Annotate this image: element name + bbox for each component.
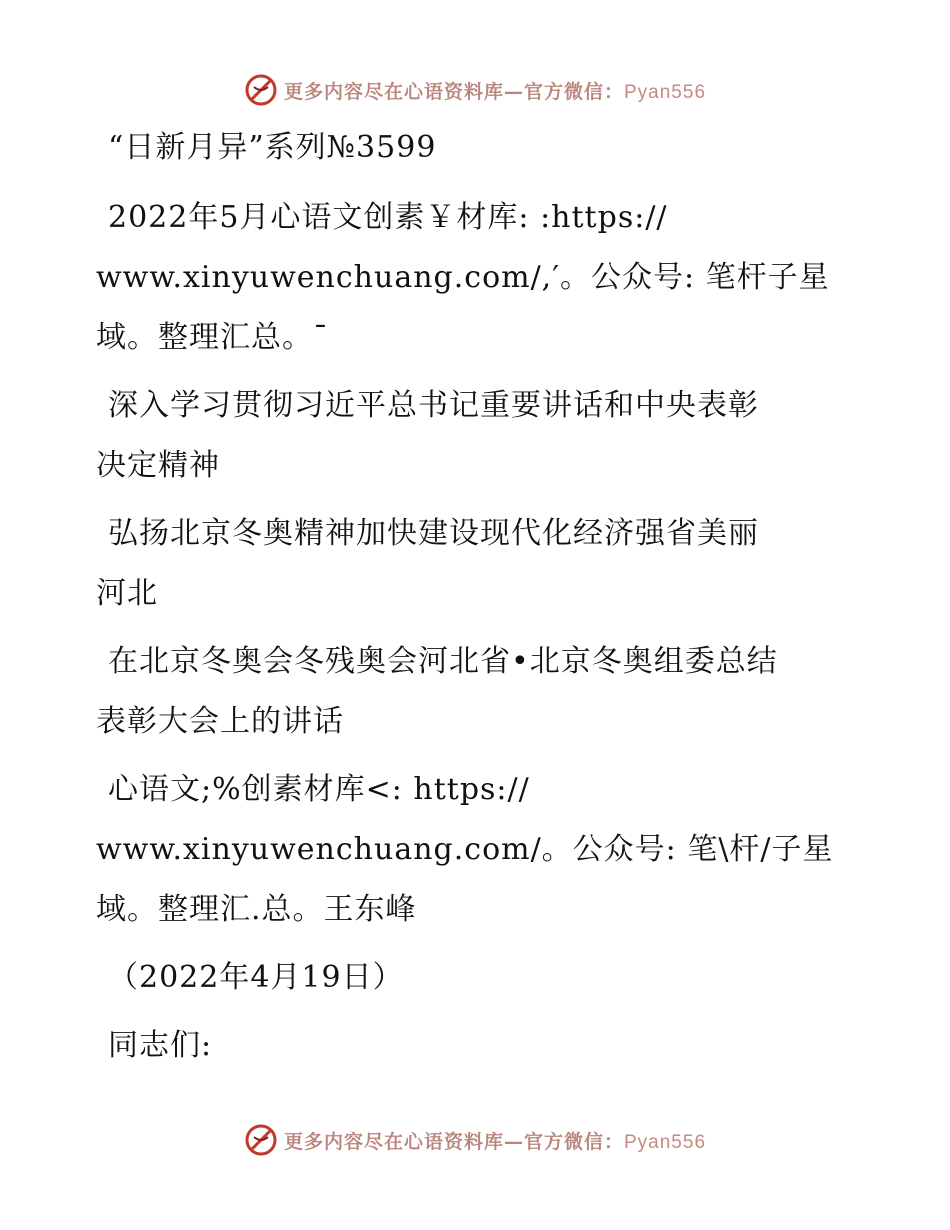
source-notice-1-line-3: 域。整理汇总。¯: [96, 320, 329, 355]
title-line-1-b: 决定精神: [96, 448, 220, 483]
header-text: 更多内容尽在心语资料库—官方微信：Pyan556: [283, 80, 707, 103]
title-line-2-a: 弘扬北京冬奥精神加快建设现代化经济强省美丽: [108, 516, 759, 551]
title-line-3-a: 在北京冬奥会冬残奥会河北省•北京冬奥组委总结: [108, 644, 778, 679]
logo-icon: [244, 73, 278, 107]
title-line-1: [96, 376, 856, 496]
footer-text: 更多内容尽在心语资料库—官方微信：Pyan556: [283, 1130, 707, 1153]
header-watermark: [0, 70, 950, 110]
logo-icon: [244, 1123, 278, 1157]
source-notice-2-line-1: 心语文;%创素材库<: https://: [108, 772, 530, 807]
footer-watermark: [0, 1120, 950, 1160]
series-number: “日新月异”系列№3599: [108, 130, 437, 165]
speech-date: （2022年4月19日）: [108, 960, 404, 995]
source-notice-1-line-2: www.xinyuwenchuang.com/,′。公众号: 笔杆子星: [96, 260, 830, 295]
wechat-id: Pyan556: [624, 1131, 707, 1153]
document-body: [96, 118, 856, 1084]
title-line-1-a: 深入学习贯彻习近平总书记重要讲话和中央表彰: [108, 388, 759, 423]
source-notice-2: [96, 760, 856, 940]
title-line-3: [96, 632, 856, 752]
greeting: 同志们:: [108, 1028, 213, 1063]
title-line-3-b: 表彰大会上的讲话: [96, 704, 344, 739]
wechat-id: Pyan556: [624, 81, 707, 103]
source-notice-1: [96, 188, 856, 368]
source-notice-1-line-1: 2022年5月心语文创素￥材库: :https://: [108, 200, 668, 235]
title-line-2: [96, 504, 856, 624]
title-line-2-b: 河北: [96, 576, 158, 611]
source-notice-2-line-3: 域。整理汇.总。王东峰: [96, 892, 417, 927]
source-notice-2-line-2: www.xinyuwenchuang.com/。公众号: 笔\杆/子星: [96, 832, 834, 867]
